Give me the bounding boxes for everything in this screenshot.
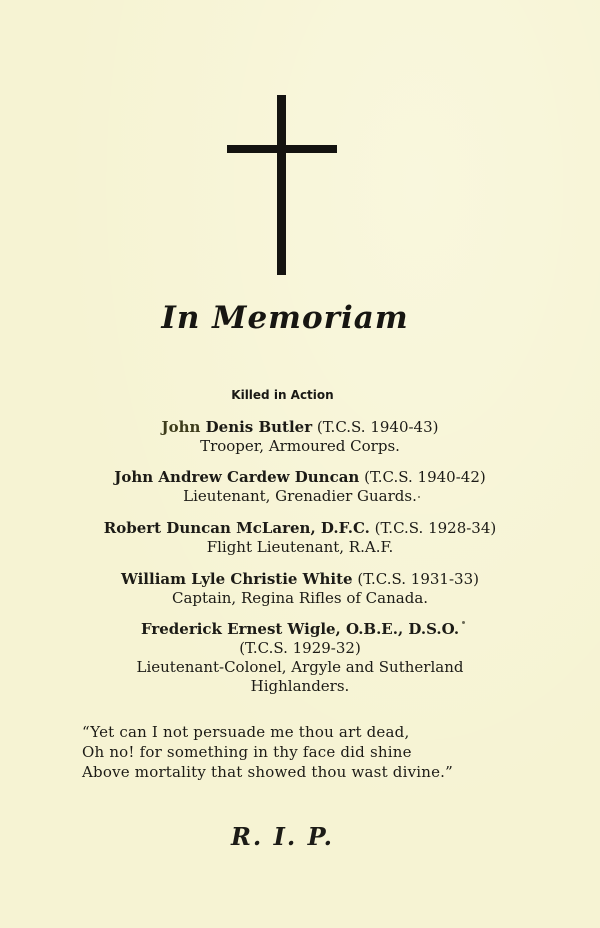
entry-term: (T.C.S. 1929-32) (239, 639, 361, 657)
memorial-entry (60, 418, 540, 456)
paper-speck (462, 621, 465, 624)
entry-rank: Lieutenant, Grenadier Guards. (183, 487, 417, 505)
entry-term: (T.C.S. 1940-42) (364, 468, 486, 486)
entry-name-line (60, 570, 540, 589)
closing-rip: R. I. P. (230, 822, 335, 851)
entry-name-line (60, 418, 540, 437)
entry-name: Frederick Ernest Wigle, O.B.E., D.S.O. (140, 620, 460, 638)
entry-rank-line-1: Lieutenant-Colonel, Argyle and Sutherland (136, 658, 464, 676)
entry-name: Denis Butler (205, 418, 313, 436)
entry-rank: Trooper, Armoured Corps. (200, 437, 400, 455)
memorial-entry (60, 620, 540, 696)
memorial-entry (60, 519, 540, 557)
entry-name: William Lyle Christie White (121, 570, 353, 588)
entry-rank-line-2: Highlanders. (250, 677, 350, 695)
entry-name: John Andrew Cardew Duncan (114, 468, 360, 486)
entry-name: Robert Duncan McLaren, D.F.C. (103, 519, 370, 537)
memorial-entry (60, 468, 540, 506)
paper-speck (418, 496, 420, 498)
entry-term: (T.C.S. 1940-43) (316, 418, 439, 436)
section-subtitle: Killed in Action (231, 388, 334, 402)
epitaph-quote (82, 722, 522, 782)
cross-icon (227, 95, 337, 275)
entry-rank: Flight Lieutenant, R.A.F. (206, 538, 394, 556)
cross-horizontal-bar (227, 145, 337, 153)
quote-line: Oh no! for something in thy face did shine (82, 743, 412, 761)
entry-rank: Captain, Regina Rifles of Canada. (171, 589, 429, 607)
entry-term: (T.C.S. 1931-33) (357, 570, 479, 588)
memorial-entry (60, 570, 540, 608)
quote-line: Above mortality that showed thou wast divine.” (82, 763, 454, 781)
entry-name-line (60, 519, 540, 538)
page-title: In Memoriam (161, 300, 409, 336)
entry-term: (T.C.S. 1928-34) (374, 519, 497, 537)
entry-name-line (60, 468, 540, 487)
entry-given-name: John (161, 418, 201, 436)
quote-line: “Yet can I not persuade me thou art dead, (82, 723, 410, 741)
cross-vertical-bar (277, 95, 286, 275)
